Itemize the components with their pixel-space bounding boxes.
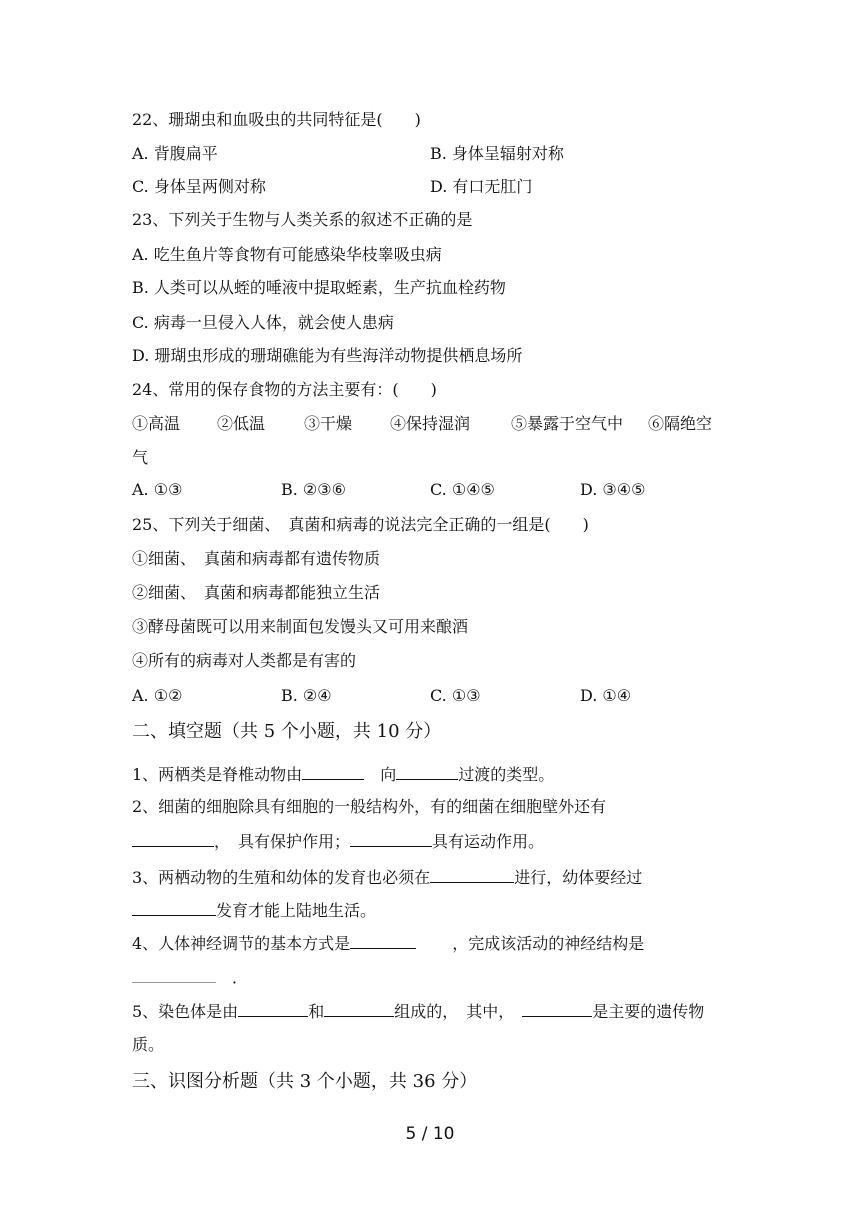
- q25-option-a: A. ①②: [132, 686, 183, 705]
- q23-option-c: C. 病毒一旦侵入人体，就会使人患病: [132, 313, 394, 332]
- fill-4-blank-1[interactable]: [350, 932, 416, 949]
- fill-5-blank-3[interactable]: [522, 1000, 592, 1017]
- q22-stem: 22、珊瑚虫和血吸虫的共同特征是( ): [132, 110, 421, 129]
- fill-5-text-a: 5、染色体是由: [132, 1002, 239, 1021]
- q22-option-c: C. 身体呈两侧对称: [132, 177, 266, 196]
- q25-stem: 25、下列关于细菌、 真菌和病毒的说法完全正确的一组是( ): [132, 515, 589, 534]
- fill-2-blank-2[interactable]: [350, 830, 432, 847]
- q22-option-a: A. 背腹扁平: [132, 144, 218, 163]
- q24-item-4: ④保持湿润: [390, 414, 471, 433]
- q24-option-a: A. ①③: [132, 480, 183, 499]
- fill-1: [132, 763, 554, 786]
- fill-5-text-d: 是主要的遗传物: [592, 1002, 705, 1021]
- q25-option-c: C. ①③: [430, 686, 481, 705]
- q22-option-b: B. 身体呈辐射对称: [430, 144, 564, 163]
- q24-item-6: ⑥隔绝空: [648, 414, 713, 433]
- q25-option-b: B. ②④: [281, 686, 332, 705]
- fill-5-text-b: 和: [308, 1002, 325, 1021]
- q23-option-d: D. 珊瑚虫形成的珊瑚礁能为有些海洋动物提供栖息场所: [132, 346, 523, 365]
- fill-4-text-c: ．: [232, 968, 249, 987]
- q22-option-d: D. 有口无肛门: [430, 177, 533, 196]
- fill-2-line-1: 2、细菌的细胞除具有细胞的一般结构外，有的细菌在细胞壁外还有: [132, 797, 607, 816]
- q24-option-d: D. ③④⑤: [580, 480, 646, 499]
- fill-3-text-b: 进行，幼体要经过: [514, 868, 643, 887]
- fill-5-blank-2[interactable]: [324, 1000, 394, 1017]
- fill-1-text-a: 1、两栖类是脊椎动物由: [132, 765, 303, 784]
- q23-option-b: B. 人类可以从蛭的唾液中提取蛭素，生产抗血栓药物: [132, 278, 506, 297]
- q23-stem: 23、下列关于生物与人类关系的叙述不正确的是: [132, 210, 473, 229]
- q25-statement-2: ②细菌、 真菌和病毒都能独立生活: [132, 583, 381, 602]
- q24-option-c: C. ①④⑤: [430, 480, 495, 499]
- section-3-title: 三、识图分析题（共 3 个小题，共 36 分）: [132, 1071, 478, 1092]
- fill-2-text-b: 具有运动作用。: [432, 832, 545, 851]
- fill-4-line-1: [132, 932, 644, 955]
- fill-3-blank-1[interactable]: [430, 866, 514, 883]
- fill-5-line-2: 质。: [132, 1035, 165, 1054]
- fill-3-text-c: 发育才能上陆地生活。: [216, 901, 377, 920]
- section-2-title: 二、填空题（共 5 个小题，共 10 分）: [132, 721, 442, 742]
- fill-4-text-b: ，完成该活动的神经结构是: [452, 934, 645, 953]
- q25-option-d: D. ①④: [580, 686, 632, 705]
- fill-3-text-a: 3、两栖动物的生殖和幼体的发育也必须在: [132, 868, 431, 887]
- fill-3-line-2: [132, 899, 376, 922]
- fill-5-text-c: 组成的， 其中，: [394, 1002, 515, 1021]
- q24-stem: 24、常用的保存食物的方法主要有：( ): [132, 380, 437, 399]
- fill-1-text-b: 向: [364, 765, 397, 784]
- q25-statement-4: ④所有的病毒对人类都是有害的: [132, 651, 357, 670]
- q25-statement-3: ③酵母菌既可以用来制面包发馒头又可用来酿酒: [132, 617, 469, 636]
- fill-2-line-2: [132, 830, 544, 853]
- q24-item-1: ①高温: [132, 414, 181, 433]
- fill-5-blank-1[interactable]: [238, 1000, 308, 1017]
- fill-4-line-2: [132, 966, 248, 989]
- fill-1-blank-2[interactable]: [396, 763, 458, 780]
- q24-item-wrap: 气: [132, 448, 149, 467]
- page-number: 5 / 10: [405, 1124, 455, 1144]
- fill-2-text-a: ， 具有保护作用；: [214, 832, 351, 851]
- q25-statement-1: ①细菌、 真菌和病毒都有遗传物质: [132, 549, 381, 568]
- q23-option-a: A. 吃生鱼片等食物有可能感染华枝睾吸虫病: [132, 245, 442, 264]
- fill-3-blank-2[interactable]: [132, 899, 216, 916]
- fill-4-text-a: 4、人体神经调节的基本方式是: [132, 934, 351, 953]
- fill-1-blank-1[interactable]: [302, 763, 364, 780]
- fill-1-text-c: 过渡的类型。: [458, 765, 555, 784]
- q24-item-5: ⑤暴露于空气中: [511, 414, 624, 433]
- fill-4-blank-2[interactable]: [132, 966, 216, 983]
- q24-option-b: B. ②③⑥: [281, 480, 346, 499]
- fill-2-blank-1[interactable]: [132, 830, 214, 847]
- q24-item-3: ③干燥: [304, 414, 353, 433]
- q24-item-2: ②低温: [217, 414, 266, 433]
- fill-5-line-1: [132, 1000, 704, 1023]
- fill-3-line-1: [132, 866, 642, 889]
